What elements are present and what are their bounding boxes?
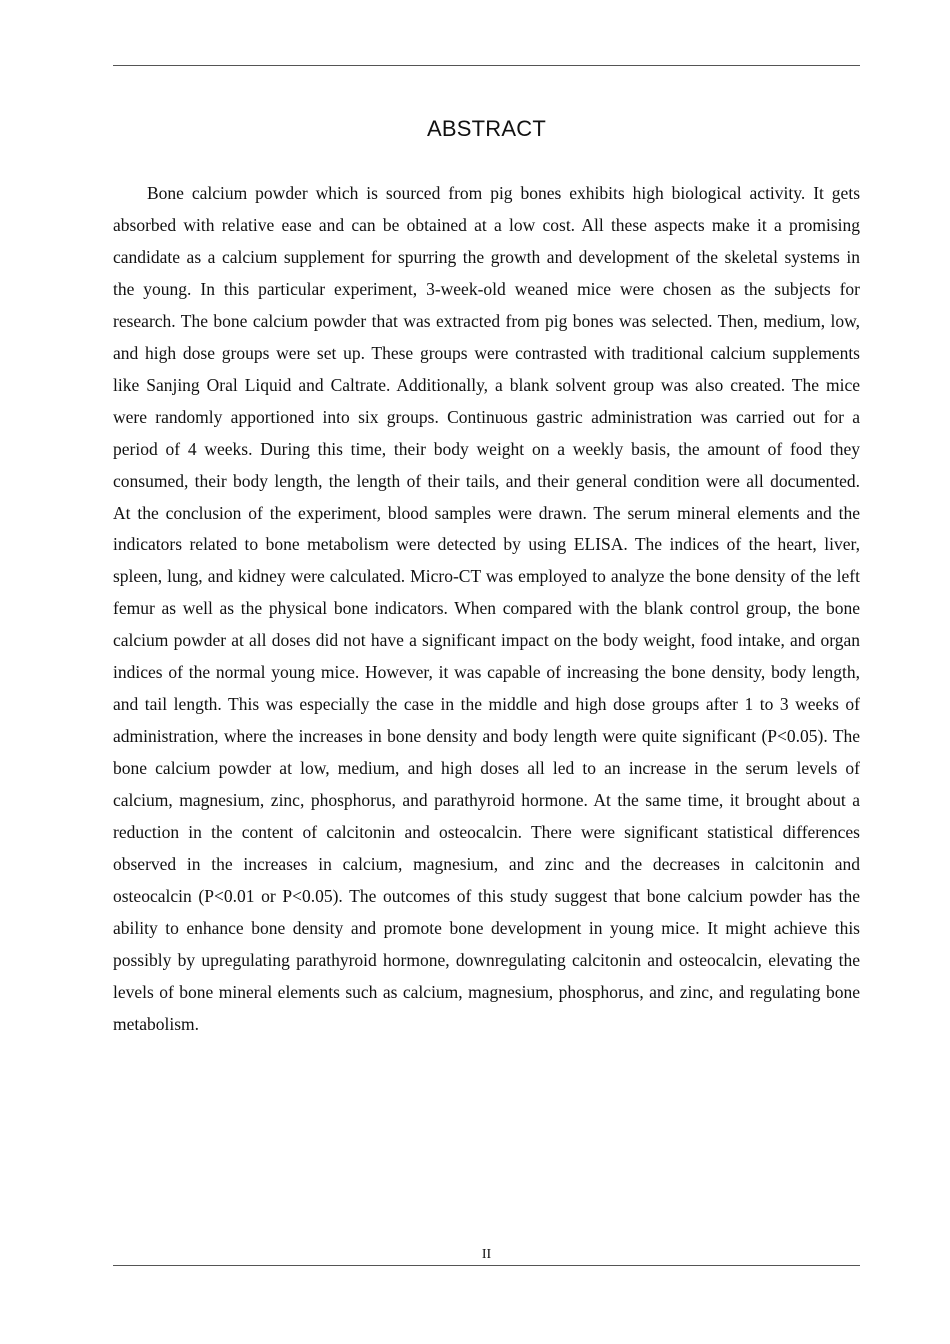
header-rule bbox=[113, 65, 860, 66]
page-number: II bbox=[481, 1247, 492, 1262]
footer-rule bbox=[113, 1265, 860, 1266]
abstract-paragraph: Bone calcium powder which is sourced from pig bones exhibits high biological activity. It gets absorbed with relative ease and can be obtained at a low cost. All these aspects make it a promising candidate as a calcium supplement for spurring the growth and development of the skeletal systems in the young. In this particular experiment, 3-week-old weaned mice were chosen as the subjects for research. The bone calcium powder that was extracted from pig bones was selected. Then, medium, low, and high dose groups were set up. These groups were contrasted with traditional calcium supplements like Sanjing Oral Liquid and Caltrate. Additionally, a blank solvent group was also created. The mice were randomly apportioned into six groups. Continuous gastric administration was carried out for a period of 4 weeks. During this time, their body weight on a weekly basis, the amount of food they consumed, their body length, the length of their tails, and their general condition were all documented. At the conclusion of the experiment, blood samples were drawn. The serum mineral elements and the indicators related to bone metabolism were detected by using ELISA. The indices of the heart, liver, spleen, lung, and kidney were calculated. Micro-CT was employed to analyze the bone density of the left femur as well as the physical bone indicators. When compared with the blank control group, the bone calcium powder at all doses did not have a significant impact on the body weight, food intake, and organ indices of the normal young mice. However, it was capable of increasing the bone density, body length, and tail length. This was especially the case in the middle and high dose groups after 1 to 3 weeks of administration, where the increases in bone density and body length were quite significant (P<0.05). The bone calcium powder at low, medium, and high doses all led to an increase in the serum levels of calcium, magnesium, zinc, phosphorus, and parathyroid hormone. At the same time, it brought about a reduction in the content of calcitonin and osteocalcin. There were significant statistical differences observed in the increases in calcium, magnesium, and zinc and the decreases in calcitonin and osteocalcin (P<0.01 or P<0.05). The outcomes of this study suggest that bone calcium powder has the ability to enhance bone density and promote bone development in young mice. It might achieve this possibly by upregulating parathyroid hormone, downregulating calcitonin and osteocalcin, elevating the levels of bone mineral elements such as calcium, magnesium, phosphorus, and zinc, and regulating bone metabolism. bbox=[113, 183, 860, 1034]
page-title: ABSTRACT bbox=[427, 116, 546, 141]
